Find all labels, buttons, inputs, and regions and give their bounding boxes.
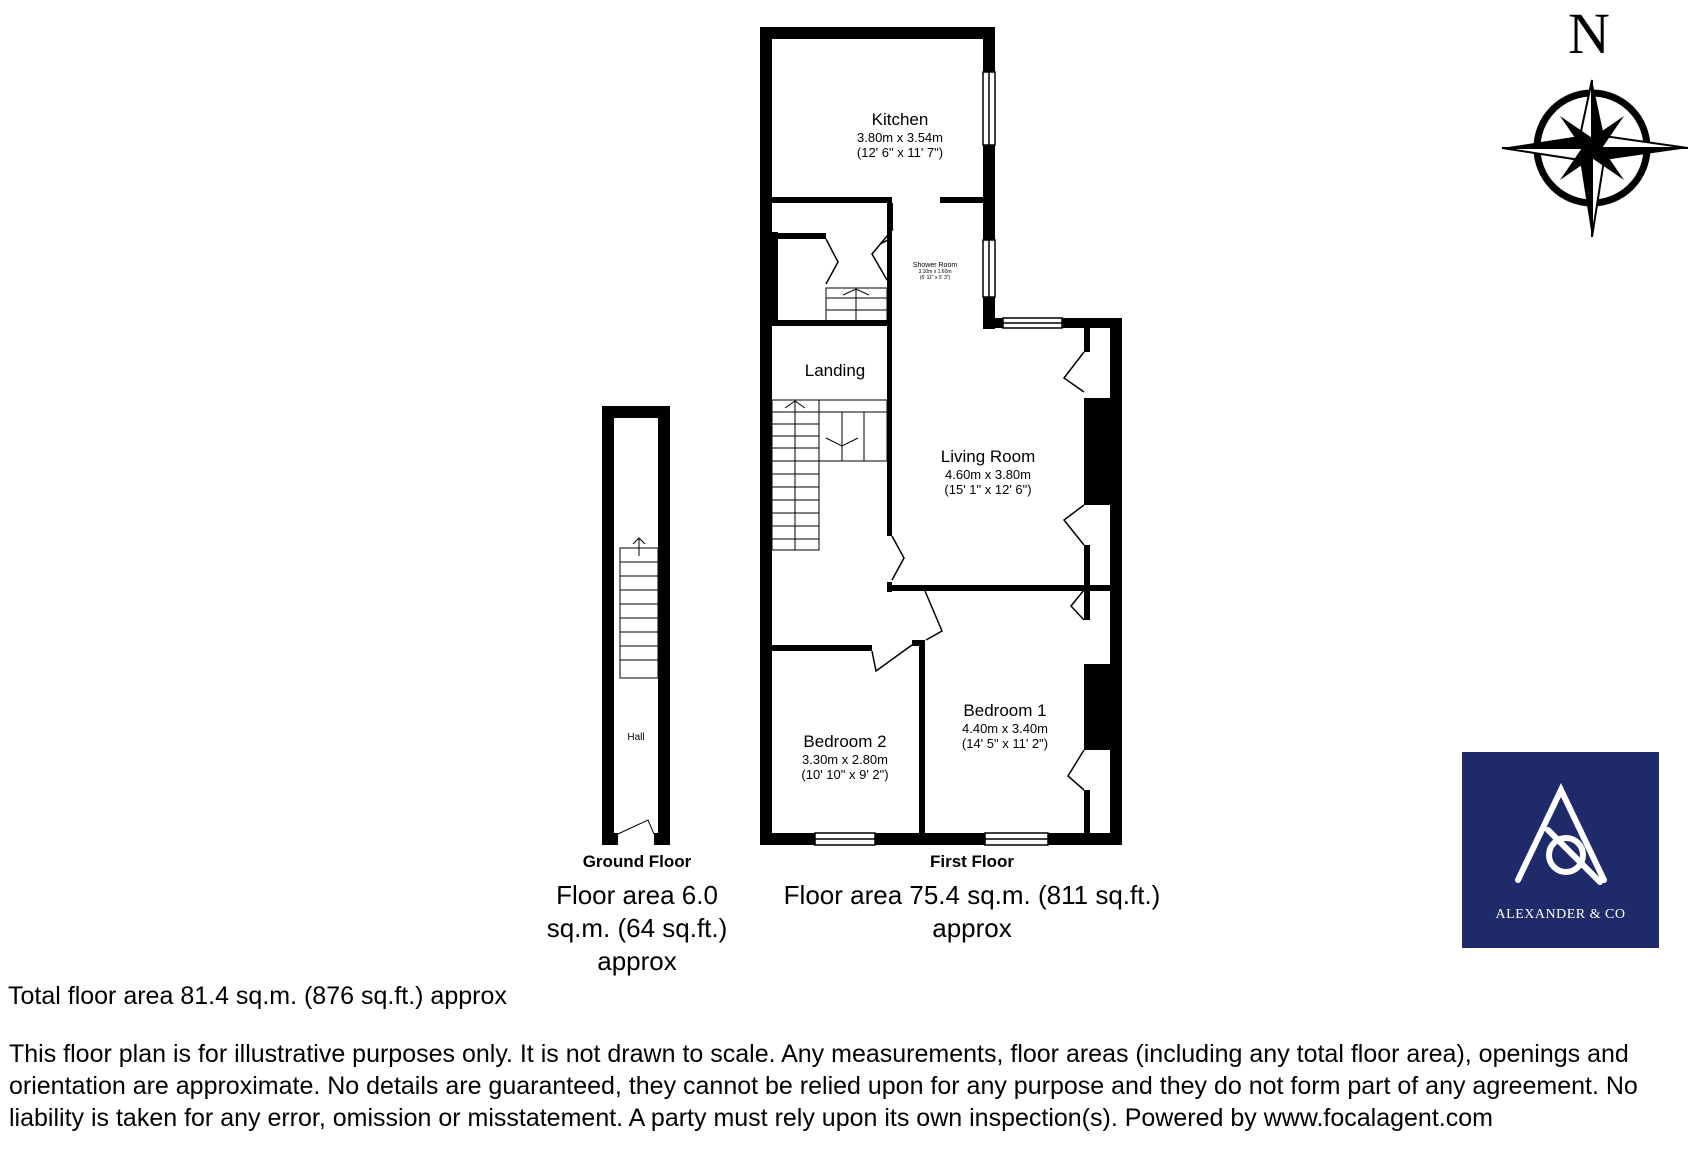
- ground-floor-walls: [602, 406, 670, 845]
- wall: [760, 27, 772, 845]
- area-line: approx: [597, 946, 677, 976]
- door-hall: [618, 820, 654, 834]
- disclaimer-text: This floor plan is for illustrative purposes only. It is not drawn to scale. Any measurements, floor areas (including any total floor area), openings and orientation are approximate. No details are guaranteed, they cannot be relied upon for any purpose and they do not form part of any agreement. No liability is taken for any error, omission or misstatement. A party must rely upon its own inspection(s). Powered by www.focalagent.com: [9, 1040, 1638, 1132]
- room-metric: 3.30m x 2.80m: [802, 752, 888, 767]
- wall: [875, 833, 985, 845]
- wall: [772, 197, 892, 203]
- wall: [602, 406, 614, 845]
- chimney-breast: [1084, 664, 1110, 750]
- ampersand-a-logo-icon: [1518, 790, 1604, 882]
- wall: [1048, 833, 1122, 845]
- wall: [983, 27, 995, 72]
- room-name: Kitchen: [871, 110, 929, 129]
- compass-rose-icon: [1502, 80, 1688, 237]
- door-living-top: [1064, 352, 1084, 392]
- first-floor-area: [762, 879, 1182, 945]
- wall: [919, 640, 925, 835]
- ground-floor-area: [512, 879, 762, 978]
- room-metric: 3.80m x 3.54m: [857, 130, 943, 145]
- room-living: [923, 447, 1053, 497]
- wall: [1110, 318, 1122, 845]
- wall: [887, 200, 892, 326]
- wall: [602, 833, 618, 845]
- wall: [658, 406, 670, 845]
- wall: [940, 197, 983, 203]
- wall: [1084, 545, 1090, 585]
- room-landing: Landing: [804, 361, 866, 380]
- room-imperial: (12' 6" x 11' 7"): [856, 145, 944, 160]
- area-line: approx: [932, 913, 1012, 943]
- area-line: Floor area 6.0: [556, 880, 718, 910]
- door-living-bottom: [1064, 505, 1084, 545]
- stairs-first-floor: [772, 288, 887, 550]
- stairs-ground-floor: [618, 538, 658, 834]
- door-bed1-entry: [925, 591, 942, 640]
- room-metric: 3.10m x 1.60m: [918, 269, 952, 275]
- room-imperial: (6' 11" x 5' 3"): [919, 275, 951, 281]
- wall: [654, 833, 670, 845]
- door-bed1-bottom: [1068, 750, 1084, 790]
- wall: [772, 320, 887, 326]
- door-living-left: [892, 536, 904, 580]
- logo-text: ALEXANDER & CO: [1495, 907, 1626, 922]
- wall: [772, 233, 826, 239]
- wall: [1084, 590, 1090, 620]
- wall: [983, 318, 1003, 328]
- wall: [760, 27, 995, 39]
- wall: [1084, 790, 1090, 833]
- room-kitchen: [840, 110, 960, 160]
- room-hall: Hall: [627, 732, 645, 743]
- room-name: Bedroom 1: [963, 701, 1047, 720]
- room-imperial: (10' 10" x 9' 2"): [801, 767, 889, 782]
- door-bed2: [872, 645, 912, 671]
- room-bedroom2: [790, 732, 900, 782]
- wall: [983, 145, 995, 240]
- room-name: Bedroom 2: [803, 732, 887, 751]
- area-line: Floor area 75.4 sq.m. (811 sq.ft.): [783, 880, 1161, 910]
- chimney-breast: [1084, 398, 1110, 505]
- agency-logo: [1462, 752, 1659, 948]
- door-kitchen-store: [826, 239, 838, 284]
- room-name: Living Room: [940, 447, 1036, 466]
- ground-floor-title: Ground Floor: [582, 852, 692, 871]
- room-metric: 4.60m x 3.80m: [945, 467, 1031, 482]
- door-bed1-top: [1071, 590, 1084, 620]
- wall: [772, 232, 778, 324]
- compass-north-label: N: [1568, 1, 1610, 66]
- wall: [772, 645, 872, 651]
- first-floor-title: First Floor: [929, 852, 1015, 871]
- wall: [1084, 328, 1090, 352]
- wall: [760, 833, 815, 845]
- wall: [887, 326, 892, 536]
- room-bedroom1: [950, 701, 1060, 751]
- room-imperial: (14' 5" x 11' 2"): [961, 736, 1049, 751]
- room-metric: 4.40m x 3.40m: [962, 721, 1048, 736]
- total-floor-area: Total floor area 81.4 sq.m. (876 sq.ft.) approx: [8, 982, 507, 1010]
- room-shower: [900, 262, 970, 281]
- room-name: Shower Room: [912, 262, 958, 269]
- area-line: sq.m. (64 sq.ft.): [546, 913, 728, 943]
- room-imperial: (15' 1" x 12' 6"): [944, 482, 1032, 497]
